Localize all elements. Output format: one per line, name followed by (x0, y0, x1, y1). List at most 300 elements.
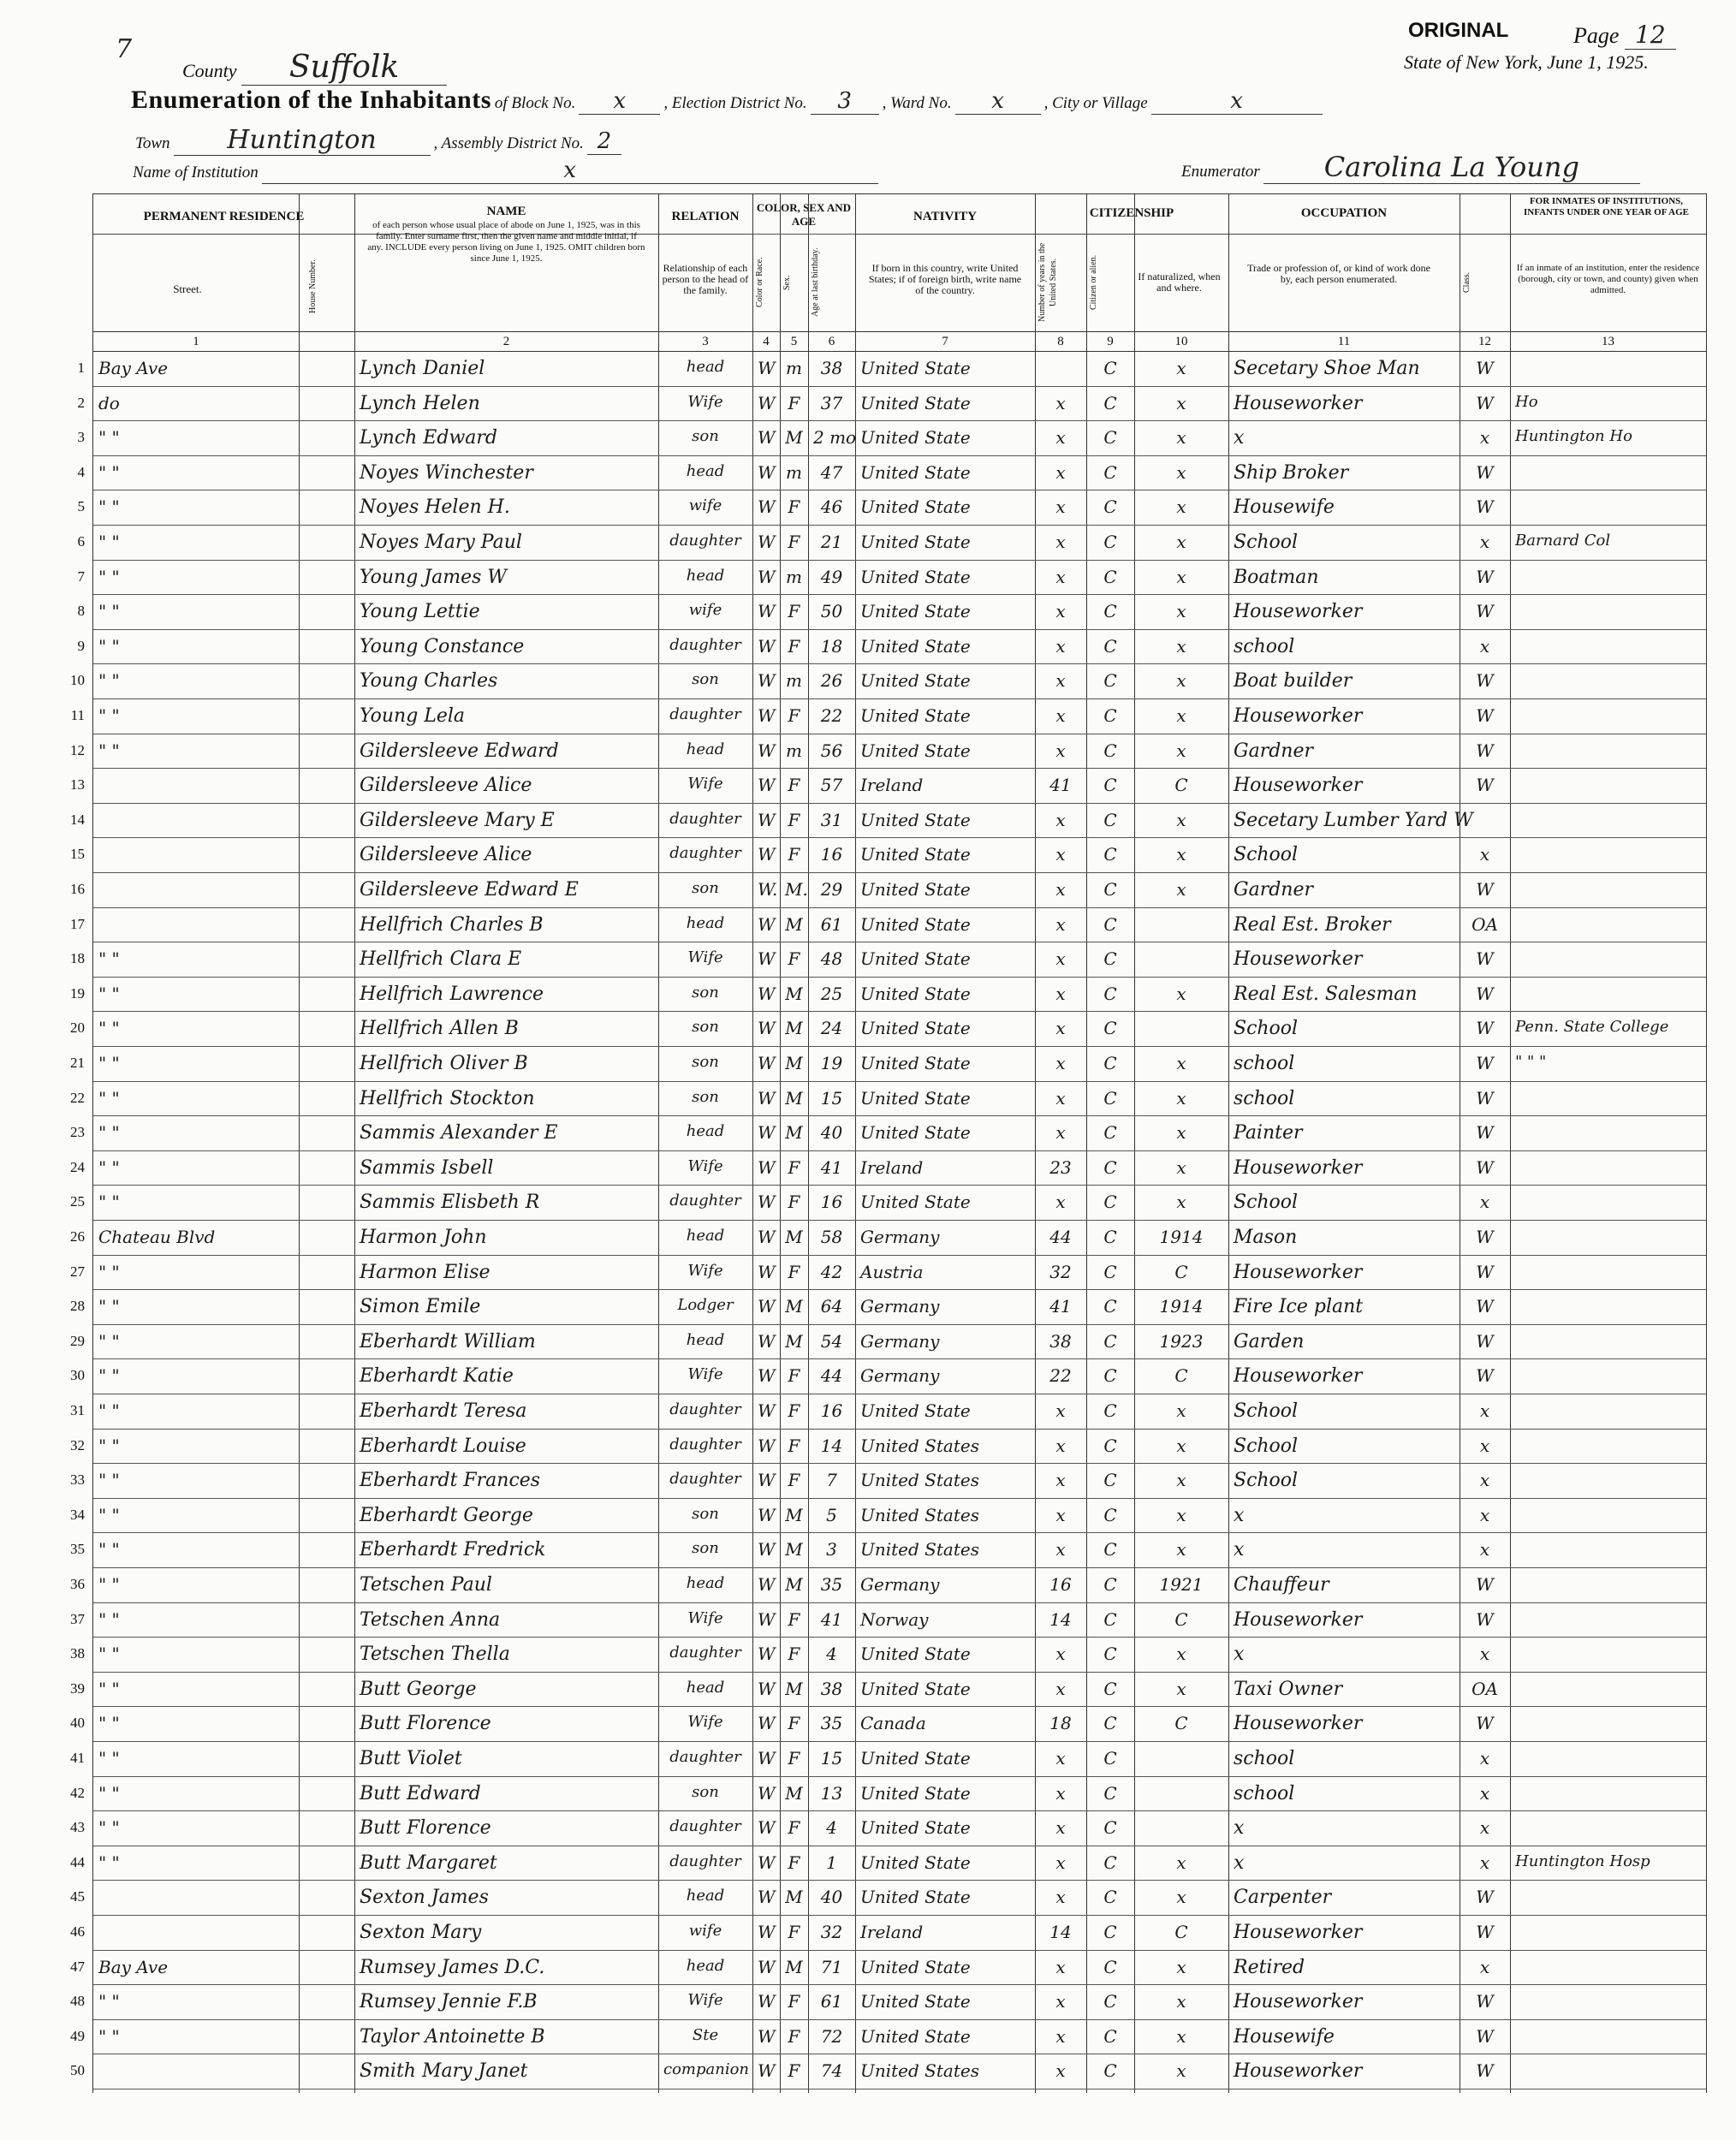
cell-nativity: United State (860, 1122, 971, 1144)
cell-relation: daughter (669, 532, 741, 550)
cell-nativity: United State (860, 1192, 971, 1213)
cell-occupation: Taxi Owner (1234, 1678, 1343, 1700)
cell-class: W (1476, 983, 1494, 1004)
row-line (93, 1637, 1706, 1638)
cell-name: Eberhardt Frances (360, 1470, 541, 1492)
hdr-street: Street. (173, 282, 202, 295)
cell-naturalized: x (1176, 1400, 1186, 1421)
cell-nativity: Ireland (860, 1156, 924, 1178)
cell-class: W (1476, 1053, 1494, 1073)
cell-naturalized: x (1176, 392, 1186, 413)
cell-nativity: United States (860, 1435, 979, 1456)
row-number: 36 (70, 1576, 85, 1592)
cell-name: Taylor Antoinette B (360, 2025, 545, 2048)
cell-naturalized: C (1174, 775, 1188, 796)
row-line (93, 1046, 1706, 1047)
cell-naturalized: x (1176, 496, 1186, 518)
cell-street: " " (98, 635, 120, 657)
cell-class: x (1479, 1400, 1490, 1421)
row-number: 43 (70, 1819, 85, 1836)
cell-color: W (758, 1504, 776, 1525)
cell-citizenship: C (1103, 1504, 1117, 1525)
cell-sex: F (788, 1156, 800, 1178)
cell-occupation: Real Est. Salesman (1234, 983, 1418, 1005)
cell-name: Eberhardt William (360, 1330, 536, 1352)
cell-sex: M (785, 1296, 803, 1317)
row-number: 50 (70, 2062, 85, 2079)
cell-citizenship: C (1103, 496, 1117, 518)
cell-naturalized: C (1174, 1922, 1188, 1942)
hdr-inmates-desc: If an inmate of an institution, enter the residence (borough, city or town, and county) given when admitted. (1516, 263, 1700, 295)
column-line (299, 194, 300, 2093)
cell-class: W (1476, 705, 1494, 726)
cell-sex: F (788, 1817, 800, 1839)
cell-years-in-us: x (1055, 1644, 1066, 1665)
hdr-sex: Sex. (782, 275, 792, 290)
row-number: 9 (77, 637, 85, 654)
cell-citizenship: C (1103, 705, 1117, 726)
cell-naturalized: x (1176, 2025, 1186, 2047)
cell-years-in-us: x (1055, 427, 1066, 449)
cell-years-in-us: x (1055, 532, 1066, 552)
cell-relation: daughter (669, 1817, 741, 1836)
cell-nativity: Norway (860, 1608, 929, 1630)
cell-color: W (758, 427, 776, 449)
cell-name: Butt Florence (360, 1817, 491, 1840)
cell-sex: F (788, 1400, 800, 1421)
cell-name: Butt Florence (360, 1713, 491, 1735)
cell-name: Harmon Elise (360, 1261, 490, 1283)
enumerator-label: Enumerator (1181, 163, 1260, 181)
cell-sex: M. (785, 879, 808, 900)
cell-citizenship: C (1103, 775, 1117, 796)
cell-relation: Wife (687, 1713, 723, 1732)
cell-class: x (1479, 1852, 1490, 1873)
cell-class: W (1476, 392, 1494, 413)
cell-color: W (758, 1608, 776, 1630)
cell-street: " " (98, 1644, 120, 1665)
row-number: 26 (70, 1228, 85, 1245)
cell-occupation: School (1234, 1018, 1299, 1040)
cell-class: W (1476, 358, 1494, 378)
column-number: 10 (1174, 335, 1188, 348)
cell-color: W (758, 1087, 776, 1109)
county-label: County (182, 60, 237, 81)
cell-naturalized: x (1176, 427, 1186, 449)
cell-color: W (758, 775, 776, 796)
cell-street: " " (98, 1504, 120, 1525)
column-number: 1 (193, 335, 199, 348)
cell-citizenship: C (1103, 1156, 1117, 1178)
cell-name: Harmon John (360, 1227, 487, 1248)
cell-occupation: Boat builder (1234, 670, 1353, 693)
row-number: 8 (77, 603, 85, 620)
cell-relation: daughter (669, 705, 741, 723)
cell-citizenship: C (1103, 913, 1117, 935)
cell-years-in-us: x (1055, 1991, 1066, 2012)
column-line (354, 194, 355, 2093)
cell-occupation: Houseworker (1234, 2060, 1363, 2083)
column-line (658, 194, 659, 2093)
column-number: 7 (942, 335, 948, 348)
cell-street: " " (98, 601, 120, 622)
form-title: Enumeration of the Inhabitants (131, 86, 491, 114)
cell-name: Sammis Alexander E (360, 1122, 558, 1144)
cell-street: " " (98, 670, 120, 692)
cell-sex: F (788, 1922, 800, 1942)
cell-citizenship: C (1103, 1053, 1117, 1073)
title-row (131, 86, 1323, 115)
cell-sex: m (786, 670, 802, 692)
cell-sex: M (785, 1018, 803, 1039)
cell-color: W (758, 705, 776, 726)
cell-name: Smith Mary Janet (360, 2060, 528, 2083)
cell-naturalized: x (1176, 983, 1186, 1004)
cell-relation: head (686, 1122, 725, 1141)
cell-naturalized: x (1176, 601, 1186, 622)
row-number: 45 (70, 1888, 85, 1905)
cell-naturalized: x (1176, 358, 1186, 378)
cell-sex: F (788, 1470, 800, 1491)
cell-years-in-us: 44 (1049, 1227, 1072, 1247)
row-number: 28 (70, 1298, 85, 1315)
cell-years-in-us: 16 (1049, 1574, 1072, 1595)
row-number: 38 (70, 1645, 85, 1662)
row-number: 6 (77, 533, 85, 550)
column-line (780, 194, 781, 2093)
row-number: 20 (70, 1019, 85, 1037)
row-line (93, 837, 1706, 838)
institution-row (133, 158, 878, 184)
cell-age: 15 (820, 1087, 843, 1109)
cell-age: 1 (826, 1852, 837, 1873)
cell-age: 32 (820, 1922, 843, 1942)
row-number: 35 (70, 1541, 85, 1558)
cell-age: 35 (820, 1713, 843, 1734)
cell-color: W (758, 844, 776, 865)
cell-occupation: Ship Broker (1234, 461, 1349, 484)
cell-name: Hellfrich Charles B (360, 913, 544, 936)
cell-years-in-us: x (1055, 496, 1066, 518)
cell-citizenship: C (1103, 1678, 1117, 1699)
cell-street: " " (98, 1991, 120, 2012)
cell-occupation: School (1234, 1435, 1299, 1457)
cell-years-in-us: x (1055, 705, 1066, 726)
cell-color: W (758, 1678, 776, 1699)
row-line (93, 1289, 1706, 1290)
cell-color: W (758, 1018, 776, 1039)
cell-relation: daughter (669, 844, 741, 863)
cell-street: " " (98, 1852, 120, 1873)
cell-street: " " (98, 496, 120, 518)
cell-age: 21 (820, 532, 843, 552)
cell-color: W (758, 1817, 776, 1839)
cell-class: W (1476, 1887, 1494, 1908)
cell-nativity: United States (860, 1504, 979, 1525)
cell-years-in-us: x (1055, 566, 1066, 587)
cell-relation: daughter (669, 1852, 741, 1870)
row-number: 49 (70, 2027, 85, 2044)
cell-nativity: United State (860, 1956, 971, 1977)
cell-naturalized: x (1176, 705, 1186, 726)
cell-years-in-us: x (1055, 1053, 1066, 1073)
cell-class: x (1479, 1539, 1490, 1560)
cell-years-in-us: x (1055, 1435, 1066, 1456)
cell-nativity: United State (860, 670, 971, 692)
cell-nativity: United State (860, 948, 971, 970)
cell-age: 50 (820, 601, 843, 622)
cell-relation: Wife (687, 392, 723, 411)
cell-color: W (758, 1539, 776, 1560)
cell-age: 26 (820, 670, 843, 692)
cell-citizenship: C (1103, 1991, 1117, 2012)
cell-years-in-us: 14 (1049, 1922, 1072, 1942)
cell-street: " " (98, 1574, 120, 1595)
row-number: 21 (70, 1055, 85, 1071)
cell-sex: F (788, 2025, 800, 2047)
row-number: 33 (70, 1471, 85, 1489)
cell-relation: head (686, 1956, 725, 1975)
cell-class: x (1479, 427, 1490, 449)
row-number: 22 (70, 1089, 85, 1106)
cell-street: " " (98, 1817, 120, 1839)
cell-occupation: x (1234, 1504, 1245, 1526)
cell-name: Simon Emile (360, 1296, 481, 1318)
row-line (93, 1672, 1706, 1673)
row-line (93, 1810, 1706, 1811)
row-number: 18 (70, 950, 85, 967)
cell-nativity: United State (860, 1887, 971, 1908)
hdr-name-desc: of each person whose usual place of abode on June 1, 1925, was in this family. Enter surname first, then the given name and middle initial, if any. INCLUDE every person living on June 1, 1925. OMIT children born since June 1, 1925. (367, 220, 645, 264)
cell-color: W (758, 2025, 776, 2047)
cell-age: 41 (820, 1608, 843, 1630)
cell-class: W (1476, 1365, 1494, 1387)
cell-color: W (758, 532, 776, 552)
row-line (93, 1081, 1706, 1082)
cell-sex: F (788, 809, 800, 830)
cell-citizenship: C (1103, 427, 1117, 449)
cell-name: Rumsey James D.C. (360, 1956, 545, 1978)
row-number: 29 (70, 1332, 85, 1349)
cell-color: W (758, 1227, 776, 1247)
row-number: 42 (70, 1784, 85, 1801)
cell-relation: head (686, 566, 725, 585)
cell-occupation: Painter (1234, 1122, 1303, 1144)
cell-age: 64 (820, 1296, 843, 1317)
cell-nativity: United State (860, 358, 971, 378)
cell-nativity: United State (860, 496, 971, 518)
row-number: 30 (70, 1367, 85, 1384)
election-value: 3 (811, 88, 879, 115)
cell-naturalized: x (1176, 1053, 1186, 1073)
cell-relation: daughter (669, 1470, 741, 1489)
cell-occupation: Retired (1234, 1956, 1305, 1978)
cell-nativity: United State (860, 809, 971, 830)
cell-years-in-us: x (1055, 1400, 1066, 1421)
hdr-inmates: FOR INMATES OF INSTITUTIONS, INFANTS UNDER ONE YEAR OF AGE (1523, 196, 1690, 217)
cell-color: W (758, 1192, 776, 1213)
cell-sex: M (785, 1539, 803, 1560)
hdr-nativity-desc: If born in this country, write United States; if of foreign birth, write name of the country. (868, 262, 1022, 296)
cell-age: 19 (820, 1053, 843, 1073)
cell-naturalized: x (1176, 740, 1186, 761)
column-number: 2 (502, 335, 510, 348)
hdr-house-number: House Number. (308, 259, 318, 313)
cell-naturalized: C (1174, 1261, 1188, 1282)
cell-occupation: x (1234, 1644, 1245, 1666)
cell-class: W (1476, 775, 1494, 796)
cell-citizenship: C (1103, 1087, 1117, 1109)
cell-inmate-residence: Barnard Col (1515, 532, 1611, 550)
row-line (93, 1358, 1706, 1359)
cell-occupation: School (1234, 844, 1299, 866)
cell-naturalized: x (1176, 1678, 1186, 1699)
cell-years-in-us: x (1055, 948, 1066, 970)
cell-relation: daughter (669, 1435, 741, 1453)
row-line (93, 1915, 1706, 1916)
cell-years-in-us: x (1055, 1122, 1066, 1144)
cell-citizenship: C (1103, 2060, 1117, 2082)
cell-citizenship: C (1103, 948, 1117, 970)
cell-years-in-us: 22 (1049, 1365, 1072, 1387)
cell-years-in-us: x (1055, 1852, 1066, 1873)
cell-street: " " (98, 461, 120, 483)
cell-sex: F (788, 1365, 800, 1387)
cell-relation: head (686, 1574, 725, 1592)
cell-age: 61 (820, 913, 843, 935)
cell-class: W (1476, 1713, 1494, 1734)
cell-sex: F (788, 635, 800, 657)
cell-occupation: Houseworker (1234, 948, 1363, 971)
cell-nativity: United State (860, 879, 971, 900)
cell-nativity: Austria (860, 1261, 924, 1282)
cell-name: Noyes Helen H. (360, 496, 510, 519)
column-line (1086, 194, 1087, 2093)
row-number: 37 (70, 1610, 85, 1627)
cell-years-in-us: x (1055, 1087, 1066, 1109)
cell-relation: wife (688, 601, 722, 620)
cell-class: W (1476, 1227, 1494, 1247)
cell-color: W (758, 1713, 776, 1734)
cell-occupation: school (1234, 1087, 1295, 1109)
cell-color: W (758, 1887, 776, 1908)
cell-age: 74 (820, 2060, 843, 2082)
cell-color: W (758, 496, 776, 518)
cell-color: W (758, 601, 776, 622)
cell-color: W (758, 1435, 776, 1456)
cell-street: " " (98, 532, 120, 552)
cell-color: W (758, 1400, 776, 1421)
cell-years-in-us: x (1055, 1887, 1066, 1908)
row-number: 23 (70, 1124, 85, 1141)
cell-class: W (1476, 566, 1494, 587)
cell-relation: head (686, 1330, 725, 1349)
cell-occupation: Secetary Shoe Man (1234, 358, 1420, 379)
cell-occupation: School (1234, 1192, 1299, 1214)
cell-years-in-us: 14 (1049, 1608, 1072, 1630)
cell-color: W (758, 1782, 776, 1804)
cell-street: " " (98, 1539, 120, 1560)
cell-street: " " (98, 1296, 120, 1317)
cell-citizenship: C (1103, 358, 1117, 378)
cell-occupation: Gardner (1234, 740, 1313, 762)
cell-occupation: Housewife (1234, 496, 1335, 519)
cell-age: 38 (820, 1678, 843, 1699)
cell-sex: M (785, 1956, 803, 1977)
cell-color: W (758, 1644, 776, 1665)
cell-occupation: Houseworker (1234, 1608, 1363, 1631)
cell-sex: F (788, 601, 800, 622)
cell-name: Rumsey Jennie F.B (360, 1991, 538, 2013)
hdr-relation: RELATION (671, 210, 740, 223)
cell-occupation: Houseworker (1234, 392, 1363, 414)
cell-name: Tetschen Anna (360, 1608, 501, 1631)
cell-relation: Wife (687, 1365, 723, 1384)
cell-citizenship: C (1103, 1470, 1117, 1491)
cell-name: Eberhardt Louise (360, 1435, 526, 1457)
cell-naturalized: x (1176, 1087, 1186, 1109)
cell-years-in-us: 18 (1049, 1713, 1072, 1734)
cell-years-in-us: 41 (1049, 775, 1072, 796)
cell-age: 71 (820, 1956, 843, 1977)
cell-sex: M (785, 1053, 803, 1073)
cell-occupation: Houseworker (1234, 1922, 1363, 1943)
cell-name: Sexton Mary (360, 1922, 482, 1943)
cell-name: Hellfrich Allen B (360, 1018, 519, 1040)
cell-occupation: Mason (1234, 1227, 1298, 1248)
ward-value: x (955, 88, 1041, 115)
cell-class: x (1479, 1782, 1490, 1804)
cell-citizenship: C (1103, 1887, 1117, 1908)
cell-street: " " (98, 983, 120, 1004)
cell-street: " " (98, 1087, 120, 1109)
cell-class: W (1476, 879, 1494, 900)
header-divider (93, 351, 1706, 352)
cell-name: Eberhardt Fredrick (360, 1539, 546, 1561)
cell-street: " " (98, 1470, 120, 1491)
row-number: 27 (70, 1263, 85, 1280)
row-number: 12 (70, 741, 85, 758)
cell-years-in-us: 41 (1049, 1296, 1072, 1317)
cell-years-in-us: x (1055, 1504, 1066, 1525)
cell-sex: F (788, 844, 800, 865)
row-line (93, 1567, 1706, 1568)
county-row (182, 50, 447, 86)
cell-sex: m (786, 461, 802, 483)
cell-name: Hellfrich Stockton (360, 1087, 535, 1109)
cell-years-in-us: x (1055, 1782, 1066, 1804)
row-line (93, 1532, 1706, 1533)
cell-nativity: United State (860, 1018, 971, 1039)
row-number: 31 (70, 1402, 85, 1418)
cell-occupation: x (1234, 1539, 1245, 1561)
column-number: 6 (828, 335, 835, 348)
cell-class: W (1476, 1330, 1494, 1352)
cell-nativity: United State (860, 532, 971, 552)
cell-naturalized: 1923 (1159, 1330, 1204, 1352)
cell-age: 15 (820, 1748, 843, 1768)
cell-name: Lynch Daniel (360, 358, 485, 379)
cell-class: x (1479, 532, 1490, 552)
cell-street: " " (98, 1192, 120, 1213)
cell-naturalized: x (1176, 670, 1186, 692)
cell-class: W (1476, 1156, 1494, 1178)
cell-color: W (758, 1852, 776, 1873)
column-number: 11 (1337, 335, 1351, 348)
row-number: 3 (77, 429, 85, 446)
cell-inmate-residence: Penn. State College (1515, 1018, 1669, 1037)
cell-relation: wife (688, 496, 722, 515)
